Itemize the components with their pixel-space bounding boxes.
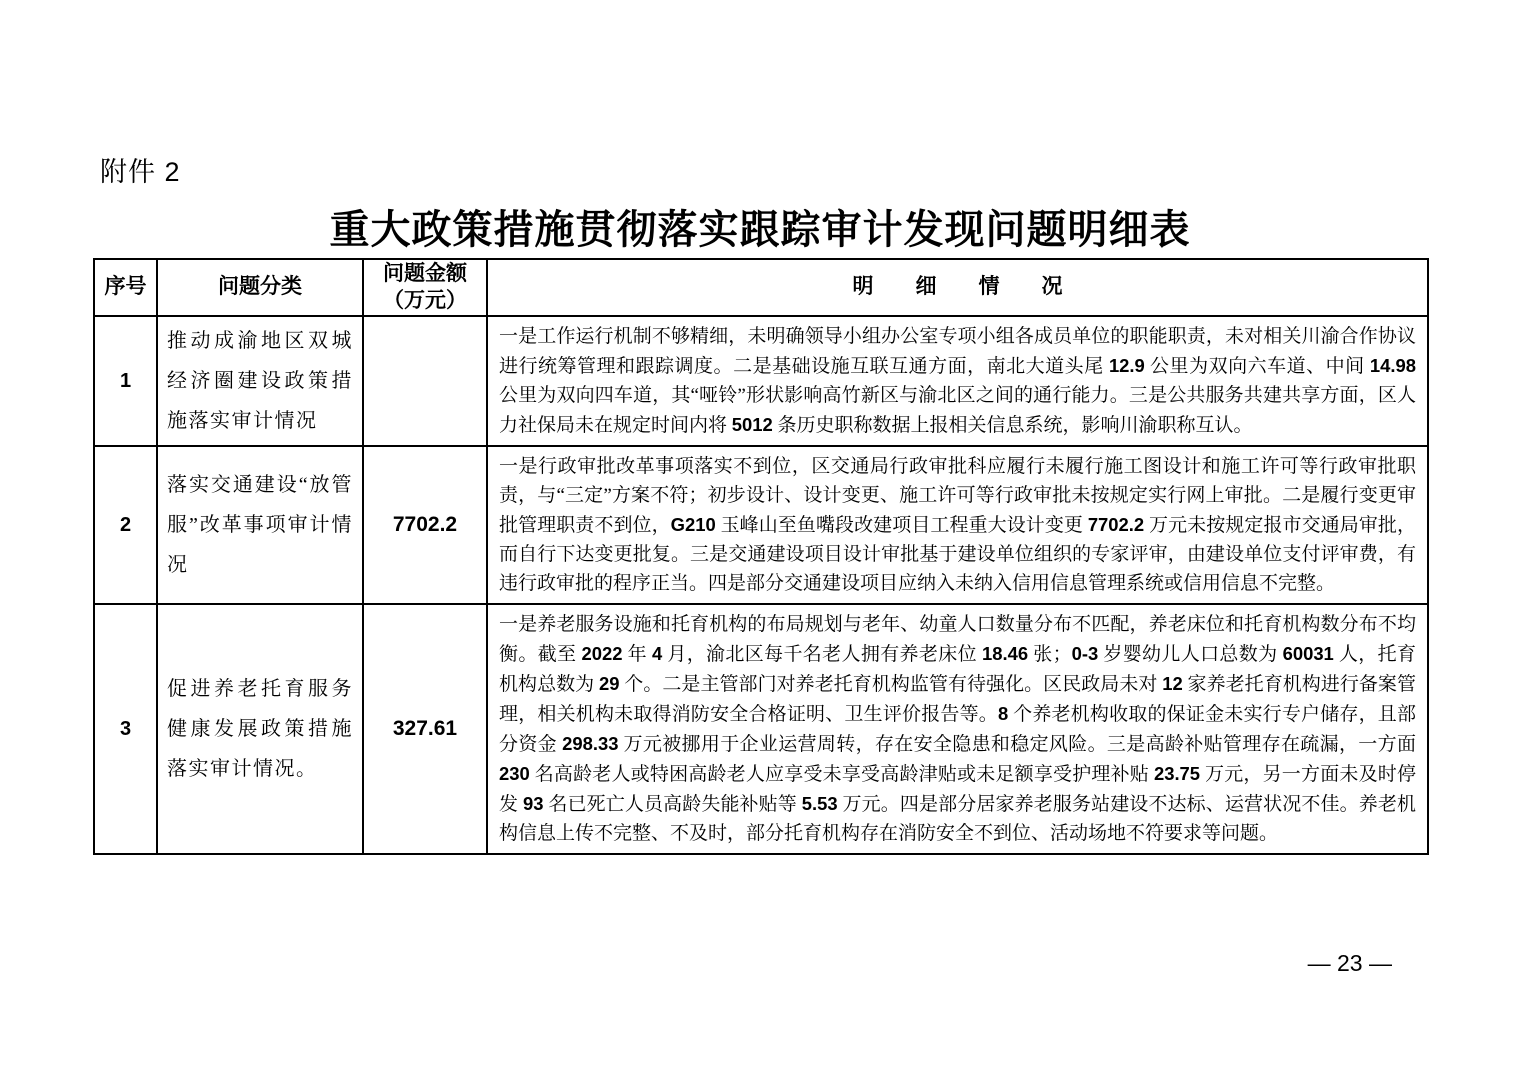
header-index: 序号 <box>94 259 157 316</box>
header-amount <box>363 259 487 316</box>
audit-findings-table <box>93 258 1429 855</box>
row1-amount <box>363 316 487 446</box>
header-amount-line2: （万元） <box>383 288 467 312</box>
table-row <box>94 316 1428 446</box>
page-number: — 23 — <box>1307 950 1392 976</box>
table-header-row <box>94 259 1428 316</box>
row3-index: 3 <box>94 604 157 854</box>
row2-details: 一是行政审批改革事项落实不到位，区交通局行政审批科应履行未履行施工图设计和施工许可等行政审批职责，与“三定”方案不符；初步设计、设计变更、施工许可等行政审批未按规定实行网上审批。二是履行变更审批管理职责不到位，G210 玉峰山至鱼嘴段改建项目工程重大设计变更 7702.2 万元未按规定报市交通局审批，而自行下达变更批复。三是交通建设项目设计审批基于建设单位组织的专家评审，由建设单位支付评审费，有违行政审批的程序正当。四是部分交通建设项目应纳入未纳入信用信息管理系统或信用信息不完整。 <box>487 446 1428 604</box>
table-row <box>94 446 1428 604</box>
row2-category: 落实交通建设“放管服”改革事项审计情况 <box>157 446 363 604</box>
row1-category: 推动成渝地区双城经济圈建设政策措施落实审计情况 <box>157 316 363 446</box>
row3-category: 促进养老托育服务健康发展政策措施落实审计情况。 <box>157 604 363 854</box>
header-category: 问题分类 <box>157 259 363 316</box>
row2-amount: 7702.2 <box>363 446 487 604</box>
table-row <box>94 604 1428 854</box>
row3-amount: 327.61 <box>363 604 487 854</box>
page-title: 重大政策措施贯彻落实跟踪审计发现问题明细表 <box>329 207 1191 252</box>
row1-details: 一是工作运行机制不够精细，未明确领导小组办公室专项小组各成员单位的职能职责，未对相关川渝合作协议进行统筹管理和跟踪调度。二是基础设施互联互通方面，南北大道头尾 12.9 公里为双向六车道、中间 14.98 公里为双向四车道，其“哑铃”形状影响高竹新区与渝北区之间的通行能力。三是公共服务共建共享方面，区人力社保局未在规定时间内将 5012 条历史职称数据上报相关信息系统，影响川渝职称互认。 <box>487 316 1428 446</box>
attachment-label: 附件 2 <box>100 157 181 187</box>
row2-index: 2 <box>94 446 157 604</box>
header-details: 明 细 情 况 <box>487 259 1428 316</box>
row3-details: 一是养老服务设施和托育机构的布局规划与老年、幼童人口数量分布不匹配，养老床位和托育机构数分布不均衡。截至 2022 年 4 月，渝北区每千名老人拥有养老床位 18.46 张；0-3 岁婴幼儿人口总数为 60031 人，托育机构总数为 29 个。二是主管部门对养老托育机构监管有待强化。区民政局未对 12 家养老托育机构进行备案管理，相关机构未取得消防安全合格证明、卫生评价报告等。8 个养老机构收取的保证金未实行专户储存，且部分资金 298.33 万元被挪用于企业运营周转，存在安全隐患和稳定风险。三是高龄补贴管理存在疏漏，一方面 230 名高龄老人或特困高龄老人应享受未享受高龄津贴或未足额享受护理补贴 23.75 万元，另一方面未及时停发 93 名已死亡人员高龄失能补贴等 5.53 万元。四是部分居家养老服务站建设不达标、运营状况不佳。养老机构信息上传不完整、不及时，部分托育机构存在消防安全不到位、活动场地不符要求等问题。 <box>487 604 1428 854</box>
row1-index: 1 <box>94 316 157 446</box>
header-amount-line1: 问题金额 <box>383 262 467 286</box>
